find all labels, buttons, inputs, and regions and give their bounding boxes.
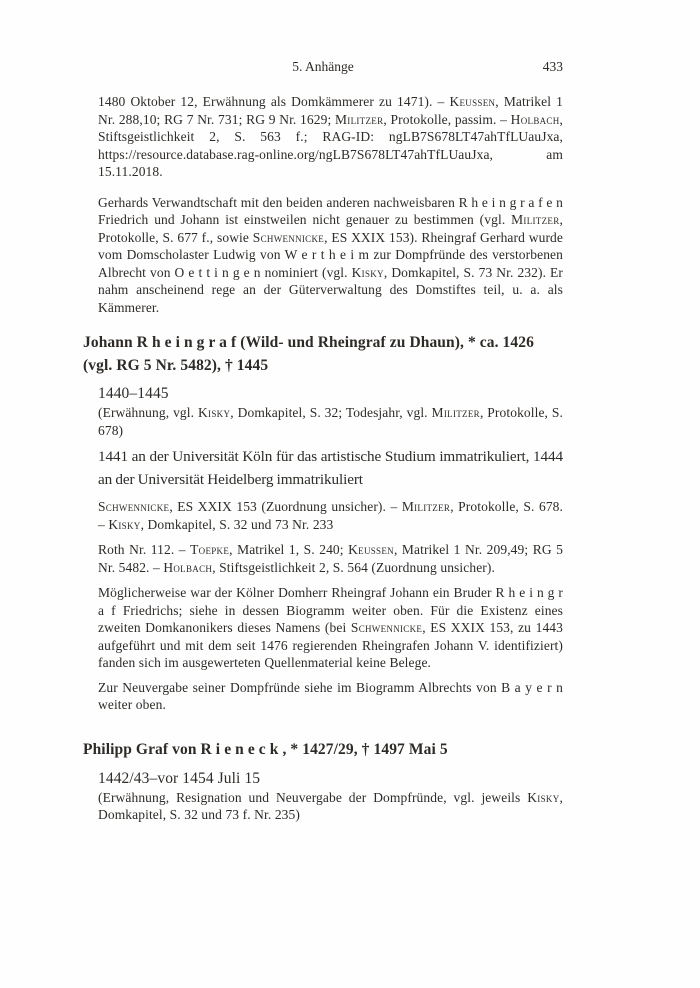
text-segment: , Matrikel 1, S. 240; [229, 542, 349, 557]
text-segment: , Protokolle, passim. – [383, 111, 511, 127]
text-segment: Möglicherweise war der Kölner Domherr Rheingraf Johann ein Bruder R h e i n g r a f Friedrichs; siehe in dessen Biogramm weiter oben. Für die Existenz eines zweiten Domkanonikers dieses Namens (bei [98, 585, 563, 635]
text-segment: , Matrikel 1 Nr. 288,10; RG 7 Nr. 731; RG 9 Nr. 1629; [98, 94, 563, 127]
author-name-smallcaps: Keussen [449, 94, 496, 109]
author-name-smallcaps: Kisky [198, 405, 231, 420]
text-segment: , ES XXIX 153, zu 1443 aufgeführt und mit dem seit 1476 regierenden Rheingrafen Johann V. identifiziert) fanden sich im ausgewerteten Quellenmaterial keine Belege. [98, 620, 563, 670]
author-name-smallcaps: Militzer [431, 405, 480, 420]
text-segment: (Erwähnung, vgl. [98, 405, 198, 420]
paragraph-gerhard-family [98, 194, 563, 317]
text-segment: , Domkapitel, S. 32 und 73 f. Nr. 235) [98, 789, 563, 822]
text-segment: , Domkapitel, S. 73 Nr. 232). Er nahm anscheinend rege an der Güterverwaltung des Domstiftes teil, u. a. als Kämmerer. [98, 264, 563, 315]
page-number: 433 [542, 59, 563, 74]
author-name-smallcaps: Militzer [511, 212, 560, 227]
text-segment: , Protokolle, S. 678. – [98, 499, 563, 532]
running-header [83, 58, 563, 76]
sources-johann-2 [98, 541, 563, 576]
author-name-smallcaps: Toepke [190, 542, 230, 557]
author-name-smallcaps: Keussen [348, 542, 394, 557]
text-segment: Roth Nr. 112. – [98, 542, 191, 557]
text-segment: , Protokolle, S. 677 f., sowie [98, 212, 563, 245]
text-segment: , Stiftsgeistlichkeit 2, S. 564 (Zuordnung unsicher). [212, 559, 495, 575]
author-name-smallcaps: Schwennicke [252, 229, 325, 245]
author-name-smallcaps: Kisky [527, 789, 560, 805]
text-segment: 1480 Oktober 12, Erwähnung als Domkämmerer zu 1471). – [98, 94, 450, 109]
text-segment: , Matrikel 1 Nr. 209,49; RG 5 Nr. 5482. – [98, 542, 563, 575]
text-segment: (Erwähnung, Resignation und Neuvergabe der Dompfründe, vgl. jeweils [98, 789, 528, 805]
text-segment: , ES XXIX 153). Rheingraf Gerhard wurde vom Domscholaster Ludwig von W e r t h e i m zur Dompfründe des verstorbenen Albrecht von O e t t i n g e n nominiert (vgl. [98, 229, 563, 280]
text-segment: , Stiftsgeistlichkeit 2, S. 563 f.; RAG-ID: ngLB7S678LT47ahTfLUauJxa, https://resource.database.rag-online.org/ngLB7S678LT47ahTfLUauJxa, am 15.11.2018. [98, 111, 564, 179]
tenure-years-philipp: 1442/43–vor 1454 Juli 15 [98, 769, 261, 787]
paragraph-gerhard-citations [98, 93, 563, 181]
tenure-years-johann: 1440–1445 [98, 385, 169, 402]
education-line-johann: 1441 an der Universität Köln für das artistische Studium immatrikuliert, 1444 an der Universität Heidelberg immatrikuliert [98, 448, 563, 488]
tenure-note-philipp [98, 789, 563, 824]
entry-heading-philipp-rieneck: Philipp Graf von R i e n e c k , * 1427/29, † 1497 Mai 5 [83, 740, 448, 758]
author-name-smallcaps: Militzer [334, 111, 384, 127]
tenure-note-johann [98, 404, 563, 439]
text-segment: , Protokolle, S. 678) [98, 405, 563, 438]
text-segment: , ES XXIX 153 (Zuordnung unsicher). – [169, 499, 402, 514]
sources-johann-1 [98, 498, 563, 533]
author-name-smallcaps: Kisky [108, 516, 141, 532]
text-segment: , Domkapitel, S. 32 und 73 Nr. 233 [140, 516, 334, 532]
text-segment: , Domkapitel, S. 32; Todesjahr, vgl. [230, 405, 432, 420]
entry-heading-johann-rheingraf: Johann R h e i n g r a f (Wild- und Rheingraf zu Dhaun), * ca. 1426 (vgl. RG 5 Nr. 5482), † 1445 [83, 334, 534, 374]
section-title: 5. Anhänge [292, 59, 354, 74]
author-name-smallcaps: Schwennicke [350, 620, 423, 635]
author-name-smallcaps: Kisky [351, 264, 384, 280]
author-name-smallcaps: Holbach [163, 559, 213, 575]
author-name-smallcaps: Militzer [401, 499, 451, 514]
comment-johann-prebend [98, 679, 563, 714]
comment-johann-brother [98, 584, 563, 672]
text-segment: Zur Neuvergabe seiner Dompfründe siehe im Biogramm Albrechts von B a y e r n weiter oben. [98, 679, 563, 712]
author-name-smallcaps: Schwennicke [98, 499, 170, 514]
author-name-smallcaps: Holbach [510, 111, 560, 127]
text-segment: Gerhards Verwandtschaft mit den beiden anderen nachweisbaren R h e i n g r a f e n Friedrich und Johann ist einstweilen nicht genauer zu bestimmen (vgl. [98, 194, 563, 227]
